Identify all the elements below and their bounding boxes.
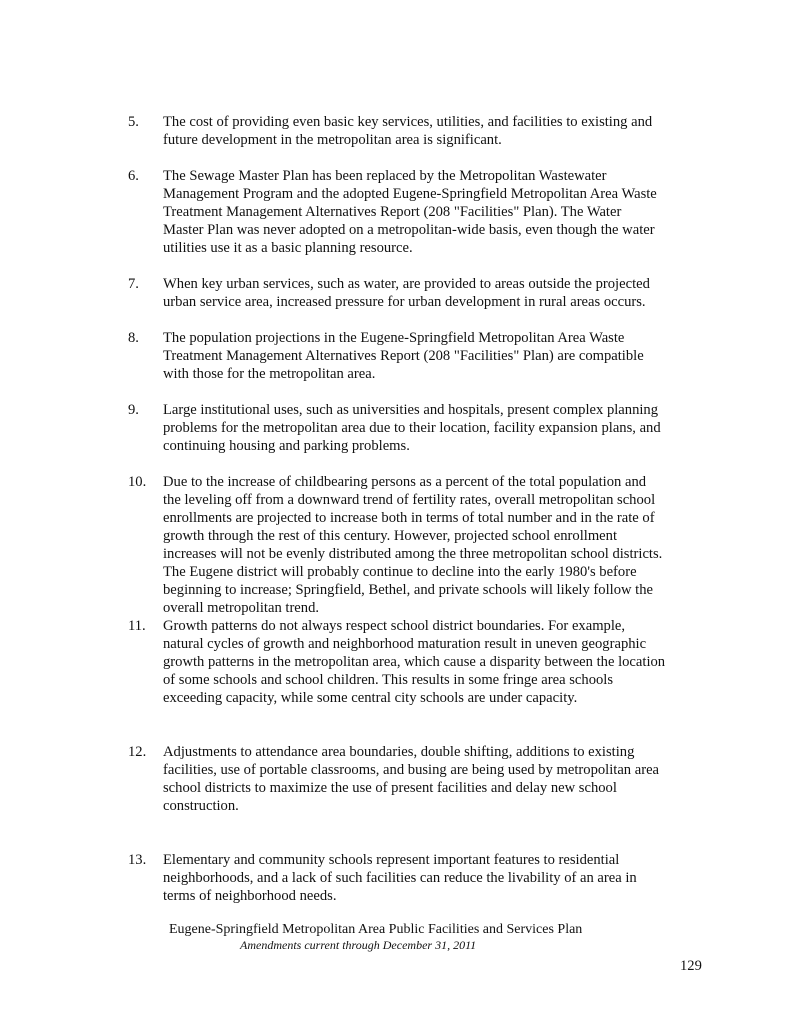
text-line: construction. [163,798,239,814]
text-line: utilities use it as a basic planning resource. [163,240,413,256]
footer-subtitle: Amendments current through December 31, 2011 [240,938,477,952]
text-line: beginning to increase; Springfield, Bethel, and private schools will likely follow the [163,582,654,598]
text-line: with those for the metropolitan area. [163,366,376,382]
text-line: continuing housing and parking problems. [163,438,410,454]
item-number: 8. [128,330,139,346]
item-text [163,275,733,311]
item-text [163,113,733,149]
text-line: terms of neighborhood needs. [163,888,337,904]
text-line: Management Program and the adopted Eugene-Springfield Metropolitan Area Waste [163,186,657,202]
text-line: The cost of providing even basic key services, utilities, and facilities to existing and [163,114,653,130]
text-line: school districts to maximize the use of present facilities and delay new school [163,780,617,796]
text-line: Large institutional uses, such as universities and hospitals, present complex planning [163,402,659,418]
item-text [163,167,733,257]
text-line: Master Plan was never adopted on a metropolitan-wide basis, even though the water [163,222,655,238]
text-line: Due to the increase of childbearing persons as a percent of the total population and [163,474,647,490]
text-line: of some schools and school children. This results in some fringe area schools [163,672,614,688]
text-line: enrollments are projected to increase both in terms of total number and in the rate of [163,510,655,526]
text-line: When key urban services, such as water, are provided to areas outside the projected [163,276,650,292]
text-line: Adjustments to attendance area boundaries, double shifting, additions to existing [163,744,635,760]
item-number: 6. [128,168,139,184]
item-number: 9. [128,402,139,418]
text-line: The Sewage Master Plan has been replaced by the Metropolitan Wastewater [163,168,607,184]
item-number: 11. [128,618,146,634]
text-line: Treatment Management Alternatives Report (208 "Facilities" Plan). The Water [163,204,622,220]
text-line: increases will not be evenly distributed among the three metropolitan school districts. [163,546,663,562]
text-line: Growth patterns do not always respect school district boundaries. For example, [163,618,626,634]
text-line: Treatment Management Alternatives Report (208 "Facilities" Plan) are compatible [163,348,644,364]
text-line: future development in the metropolitan area is significant. [163,132,502,148]
item-text [163,617,733,707]
item-number: 13. [128,852,147,868]
item-text [163,329,733,383]
text-line: growth patterns in the metropolitan area, which cause a disparity between the location [163,654,666,670]
text-line: problems for the metropolitan area due to their location, facility expansion plans, and [163,420,661,436]
text-line: overall metropolitan trend. [163,600,320,616]
item-number: 10. [128,474,147,490]
item-text [163,401,733,455]
text-line: neighborhoods, and a lack of such facilities can reduce the livability of an area in [163,870,637,886]
text-line: The population projections in the Eugene-Springfield Metropolitan Area Waste [163,330,625,346]
item-text [163,473,733,617]
text-line: The Eugene district will probably continue to decline into the early 1980's before [163,564,637,580]
text-line: exceeding capacity, while some central city schools are under capacity. [163,690,578,706]
page-number: 129 [680,958,702,974]
text-line: the leveling off from a downward trend of fertility rates, overall metropolitan school [163,492,656,508]
text-line: growth through the rest of this century. However, projected school enrollment [163,528,617,544]
item-text [163,743,733,815]
item-number: 12. [128,744,147,760]
item-number: 5. [128,114,139,130]
footer-title: Eugene-Springfield Metropolitan Area Public Facilities and Services Plan [169,922,583,937]
text-line: Elementary and community schools represent important features to residential [163,852,620,868]
text-line: facilities, use of portable classrooms, and busing are being used by metropolitan area [163,762,660,778]
text-line: urban service area, increased pressure for urban development in rural areas occurs. [163,294,646,310]
item-text [163,851,733,905]
item-number: 7. [128,276,139,292]
text-line: natural cycles of growth and neighborhood maturation result in uneven geographic [163,636,647,652]
